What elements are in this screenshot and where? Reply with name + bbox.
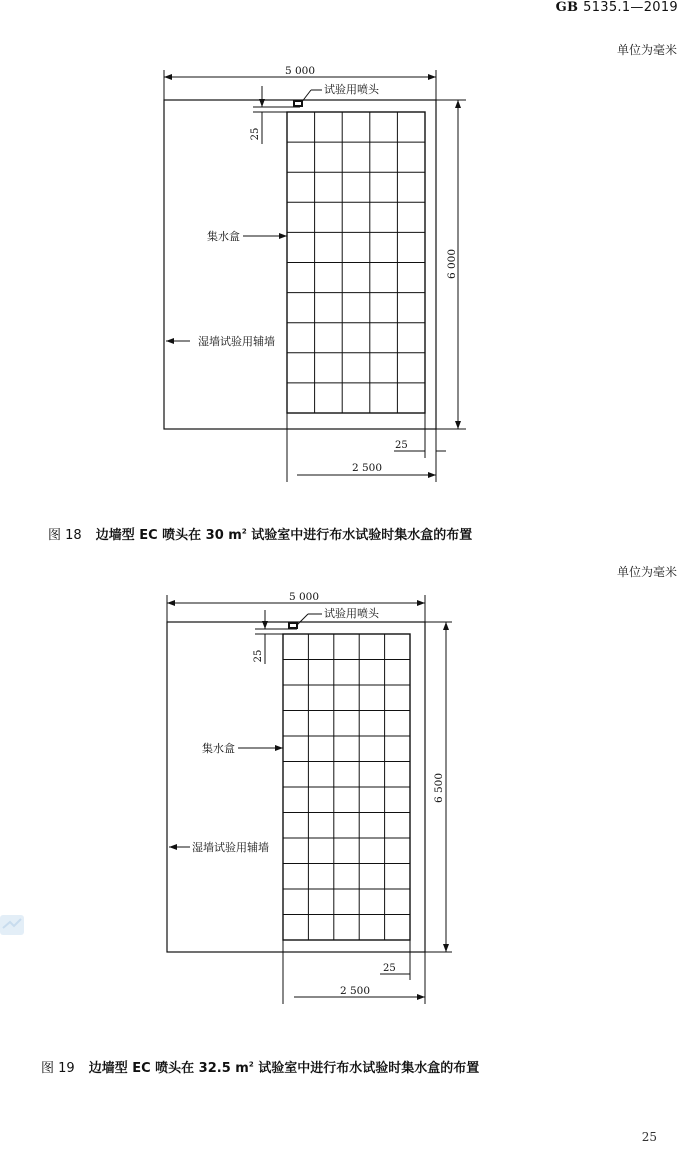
figure18-caption-text-b: 试验室中进行布水试验时集水盒的布置 [246,528,473,543]
figure19-unit-note: 单位为毫米 [616,565,677,579]
figure19-caption [41,1057,479,1076]
page-number: 25 [641,1130,657,1144]
figure19-caption-text-a: 边墙型 EC 喷头在 32.5 m [88,1061,249,1076]
figure19-offset-bottom-label: 25 [383,963,396,974]
figure18-caption-superscript: 2 [241,527,247,536]
figure19-collector-label: 集水盒 [202,742,235,755]
figure18-nozzle-label: 试验用喷头 [324,83,379,96]
figure19-nozzle-symbol [288,622,298,629]
figure18-room-outline [164,100,436,429]
figure18-width-label: 5 000 [284,65,316,77]
figure19-nozzle-label: 试验用喷头 [324,607,379,620]
figure19-wall-label: 湿墙试验用辅墙 [192,841,269,854]
figure19-caption-text-b: 试验室中进行布水试验时集水盒的布置 [253,1061,480,1076]
figure19-collector-grid [283,634,410,940]
figure19-offset-label: 25 [253,649,264,663]
figure18-unit-note: 单位为毫米 [616,43,677,57]
figure18-nozzle-symbol [293,100,303,107]
figure19-box-width-label: 2 500 [339,985,371,997]
standard-prefix: GB [555,0,579,15]
figure19-caption-number: 图 19 [41,1061,75,1076]
figure19-width-label: 5 000 [288,591,320,603]
figure18-wall-label: 湿墙试验用辅墙 [198,335,275,348]
figure18-collector-grid [287,112,425,413]
standard-code: 5135.1—2019 [583,0,678,15]
figure19-height-label: 6 500 [433,772,445,804]
figure18-height-label: 6 000 [446,248,458,280]
figure18-offset-label: 25 [250,127,261,141]
figure18-caption-number: 图 18 [48,528,82,543]
figure18-caption-text-a: 边墙型 EC 喷头在 30 m [95,528,242,543]
sac-watermark-logo [0,913,26,937]
figure18-collector-label: 集水盒 [207,230,240,243]
figure18-offset-bottom-label: 25 [395,440,408,451]
figure19-caption-superscript: 2 [248,1060,254,1069]
figure18-box-width-label: 2 500 [351,462,383,474]
figure18-caption [48,524,472,543]
